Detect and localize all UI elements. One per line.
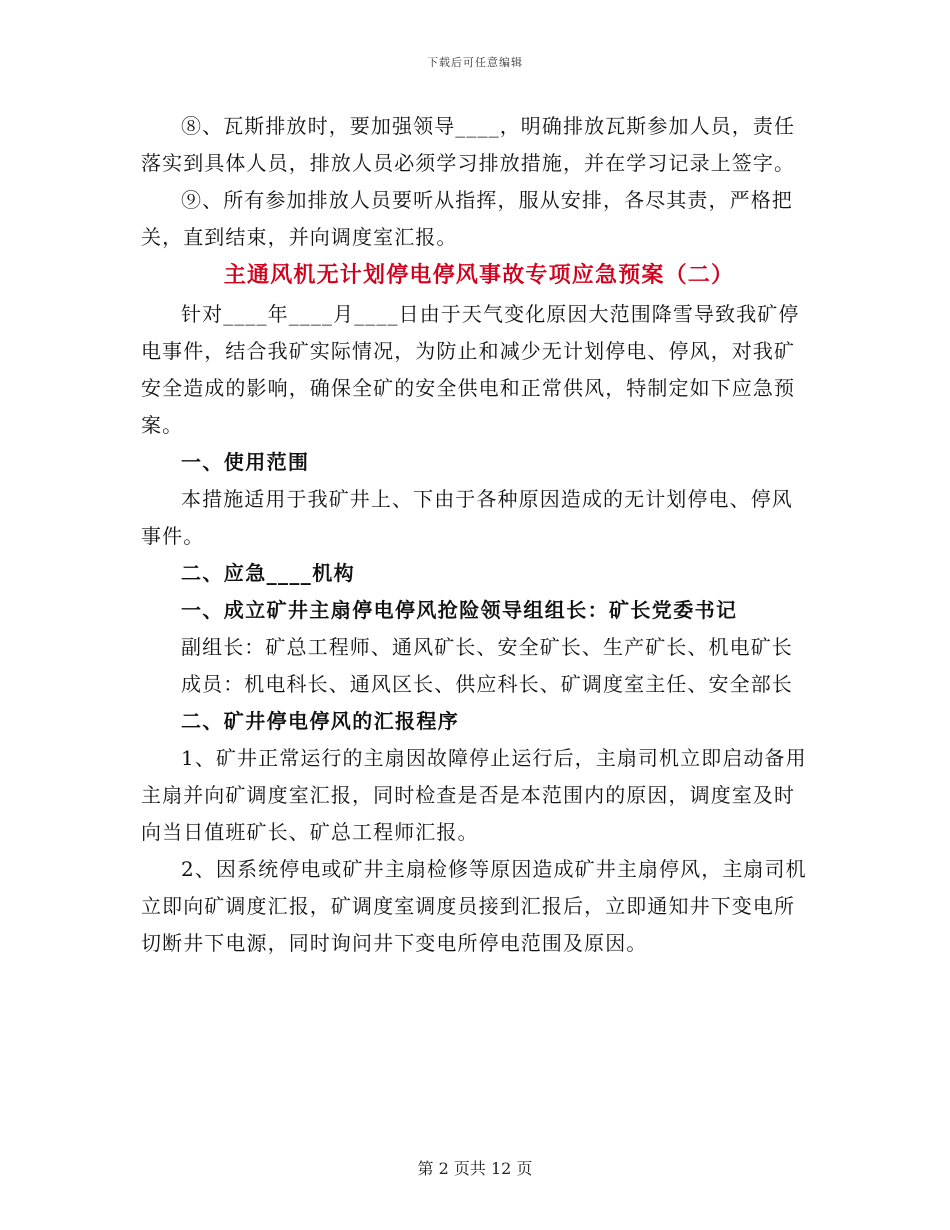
section2-heading: 二、应急____机构: [181, 561, 355, 585]
header-note: 下载后可任意编辑: [427, 56, 523, 69]
document-body: [141, 108, 811, 962]
members: 成员：机电科长、通风区长、供应科长、矿调度室主任、安全部长: [181, 672, 793, 696]
paragraph-item-8: ⑧、瓦斯排放时，要加强领导____，明确排放瓦斯参加人员，责任落实到具体人员，排放人员必须学习排放措施，并在学习记录上签字。: [141, 114, 796, 175]
deputy-leaders: 副组长：矿总工程师、通风矿长、安全矿长、生产矿长、机电矿长: [181, 635, 793, 659]
section-title: 主通风机无计划停电停风事故专项应急预案（二）: [223, 263, 735, 288]
sub2-heading: 二、矿井停电停风的汇报程序: [181, 709, 460, 733]
step-2: 2、因系统停电或矿井主扇检修等原因造成矿井主扇停风，主扇司机立即向矿调度汇报，矿调度室调度员接到汇报后，立即通知井下变电所切断井下电源，同时询问井下变电所停电范围及原因。: [141, 857, 807, 955]
sub1-heading: 一、成立矿井主扇停电停风抢险领导组组长：矿长党委书记: [181, 598, 738, 622]
paragraph-item-9: ⑨、所有参加排放人员要听从指挥，服从安排，各尽其责，严格把关，直到结束，并向调度室汇报。: [141, 188, 793, 249]
section1-heading: 一、使用范围: [181, 450, 310, 474]
page-number: 第 2 页共 12 页: [417, 1159, 533, 1178]
step-1: 1、矿井正常运行的主扇因故障停止运行后，主扇司机立即启动备用主扇并向矿调度室汇报，同时检查是否是本范围内的原因，调度室及时向当日值班矿长、矿总工程师汇报。: [141, 746, 807, 844]
section1-text: 本措施适用于我矿井上、下由于各种原因造成的无计划停电、停风事件。: [141, 487, 793, 548]
intro-paragraph: 针对____年____月____日由于天气变化原因大范围降雪导致我矿停电事件，结合我矿实际情况，为防止和减少无计划停电、停风，对我矿安全造成的影响，确保全矿的安全供电和正常供风，特制定如下应急预案。: [141, 302, 800, 437]
